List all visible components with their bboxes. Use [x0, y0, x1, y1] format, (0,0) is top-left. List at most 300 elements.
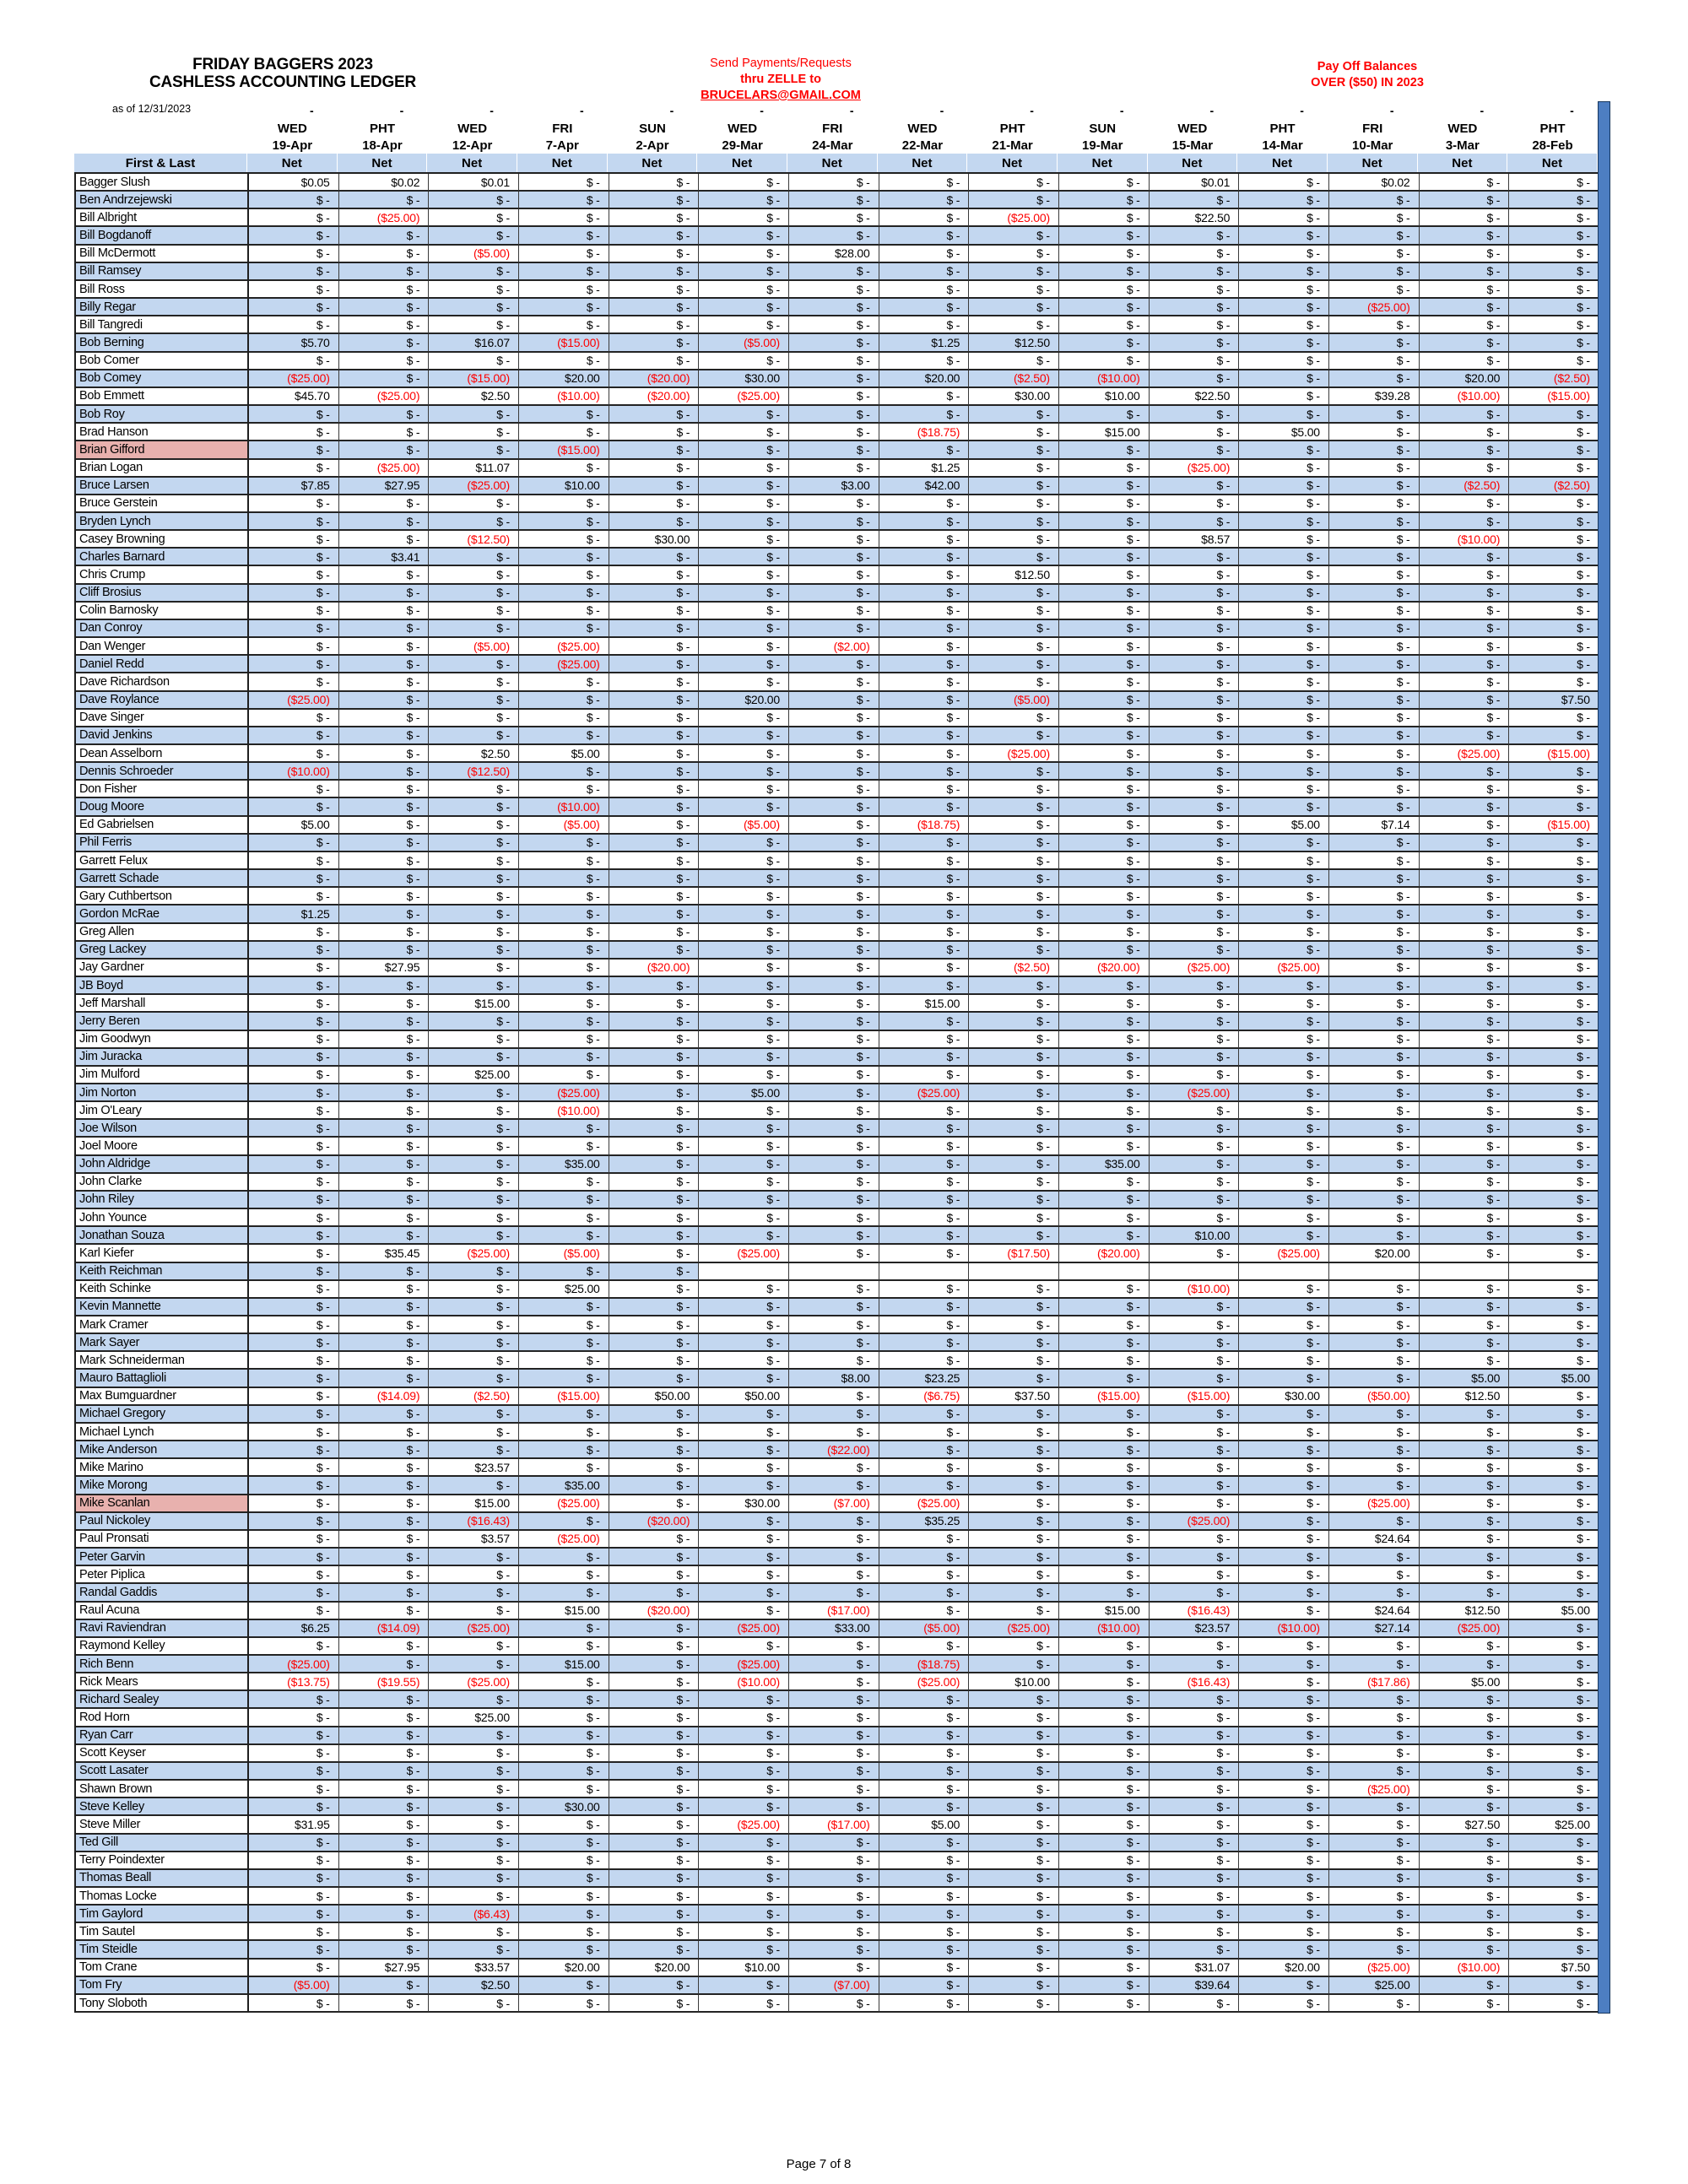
- net-value-cell: $ -: [789, 1316, 879, 1334]
- net-value-cell: $ -: [429, 1727, 519, 1745]
- member-name-cell: Gary Cuthbertson: [76, 888, 249, 905]
- net-value-cell: $ -: [1150, 370, 1240, 388]
- net-value-cell: ($25.00): [1329, 1495, 1420, 1513]
- net-value-cell: $ -: [1150, 1406, 1240, 1424]
- net-value-cell: $ -: [699, 1763, 789, 1781]
- net-value-cell: $ -: [1239, 1156, 1329, 1174]
- net-value-cell: $ -: [969, 1477, 1059, 1495]
- net-value-cell: $ -: [609, 638, 700, 656]
- net-value-cell: $ -: [339, 1049, 430, 1067]
- right-blue-bar: [1598, 101, 1610, 2014]
- net-value-cell: $ -: [699, 1227, 789, 1245]
- net-header: Net: [247, 154, 338, 172]
- net-value-cell: ($25.00): [1150, 460, 1240, 478]
- net-value-cell: $ -: [969, 1227, 1059, 1245]
- column-header-date: 3-Mar: [1445, 138, 1480, 153]
- net-value-cell: $31.95: [249, 1816, 339, 1834]
- net-value-cell: $ -: [1059, 1995, 1150, 2013]
- net-value-cell: $ -: [1420, 620, 1510, 638]
- net-value-cell: $ -: [1150, 1816, 1240, 1834]
- net-value-cell: $ -: [1059, 1638, 1150, 1656]
- net-value-cell: $ -: [969, 495, 1059, 513]
- net-value-cell: $ -: [1329, 1923, 1420, 1941]
- net-value-cell: $ -: [1420, 246, 1510, 263]
- net-value-cell: ($25.00): [429, 1673, 519, 1691]
- table-body: [74, 172, 1601, 2013]
- net-value-cell: $ -: [969, 1156, 1059, 1174]
- net-header: Net: [967, 154, 1058, 172]
- net-value-cell: $ -: [1329, 1638, 1420, 1656]
- net-value-cell: $ -: [969, 1441, 1059, 1459]
- net-value-cell: $ -: [1150, 656, 1240, 673]
- net-value-cell: $ -: [1329, 852, 1420, 870]
- net-header: Net: [1507, 154, 1598, 172]
- net-value-cell: $ -: [1059, 1781, 1150, 1798]
- net-value-cell: $ -: [1239, 1691, 1329, 1709]
- member-name-cell: John Aldridge: [76, 1156, 249, 1174]
- net-value-cell: $ -: [1150, 1352, 1240, 1370]
- net-value-cell: $ -: [699, 1281, 789, 1299]
- net-value-cell: $22.50: [1150, 388, 1240, 406]
- net-value-cell: $ -: [339, 353, 430, 370]
- member-name-cell: Scott Keyser: [76, 1745, 249, 1763]
- member-name-cell: Billy Regar: [76, 299, 249, 316]
- net-value-cell: $ -: [1509, 1156, 1599, 1174]
- net-value-cell: $ -: [789, 1227, 879, 1245]
- net-value-cell: ($17.86): [1329, 1673, 1420, 1691]
- net-value-cell: $ -: [789, 1727, 879, 1745]
- net-value-cell: $ -: [1239, 745, 1329, 763]
- net-value-cell: $ -: [249, 1281, 339, 1299]
- net-value-cell: $ -: [339, 1870, 430, 1888]
- net-value-cell: $ -: [609, 316, 700, 334]
- net-value-cell: $ -: [1420, 460, 1510, 478]
- net-value-cell: $ -: [969, 1977, 1059, 1995]
- net-value-cell: $ -: [1329, 1013, 1420, 1030]
- net-value-cell: $ -: [1239, 1531, 1329, 1549]
- net-value-cell: $ -: [1239, 209, 1329, 227]
- net-value-cell: $ -: [429, 924, 519, 942]
- net-value-cell: $ -: [789, 1120, 879, 1138]
- net-value-cell: $ -: [1329, 263, 1420, 281]
- net-value-cell: $ -: [339, 1584, 430, 1602]
- net-value-cell: $ -: [1420, 710, 1510, 727]
- net-value-cell: ($20.00): [609, 1513, 700, 1531]
- net-value-cell: $ -: [1420, 566, 1510, 584]
- net-value-cell: $ -: [609, 1192, 700, 1209]
- net-value-cell: $ -: [879, 1138, 970, 1155]
- net-value-cell: $25.00: [429, 1709, 519, 1727]
- net-value-cell: $ -: [969, 1031, 1059, 1049]
- net-value-cell: $ -: [1420, 513, 1510, 531]
- net-value-cell: $ -: [1329, 334, 1420, 352]
- net-value-cell: $ -: [609, 1352, 700, 1370]
- net-value-cell: $ -: [249, 1352, 339, 1370]
- net-value-cell: $ -: [339, 1174, 430, 1192]
- net-value-cell: $ -: [609, 1316, 700, 1334]
- net-value-cell: $ -: [249, 1459, 339, 1477]
- net-value-cell: $ -: [1329, 835, 1420, 852]
- net-value-cell: $ -: [1509, 656, 1599, 673]
- net-value-cell: $ -: [1509, 1745, 1599, 1763]
- net-value-cell: $ -: [1420, 1941, 1510, 1959]
- net-value-cell: $ -: [609, 1120, 700, 1138]
- net-value-cell: $ -: [1239, 1031, 1329, 1049]
- net-value-cell: ($12.50): [429, 763, 519, 781]
- net-value-cell: ($16.43): [1150, 1603, 1240, 1620]
- net-value-cell: $ -: [879, 1227, 970, 1245]
- net-value-cell: $ -: [519, 227, 609, 245]
- net-value-cell: $20.00: [1329, 1245, 1420, 1262]
- column-header-day: WED: [1447, 121, 1478, 136]
- net-value-cell: $ -: [969, 1745, 1059, 1763]
- net-value-cell: $ -: [969, 1316, 1059, 1334]
- net-value-cell: $ -: [1420, 1406, 1510, 1424]
- net-value-cell: $ -: [1239, 1781, 1329, 1798]
- net-value-cell: $ -: [519, 1227, 609, 1245]
- net-value-cell: $ -: [609, 246, 700, 263]
- net-value-cell: $ -: [609, 441, 700, 459]
- net-value-cell: $ -: [1059, 798, 1150, 816]
- net-value-cell: $ -: [1329, 1513, 1420, 1531]
- net-value-cell: $20.00: [1239, 1960, 1329, 1977]
- net-value-cell: $ -: [519, 1816, 609, 1834]
- net-value-cell: $ -: [429, 1941, 519, 1959]
- net-value-cell: $ -: [1329, 370, 1420, 388]
- zelle-email-link[interactable]: BRUCELARS@GMAIL.COM: [701, 89, 861, 102]
- net-value-cell: $ -: [1509, 1763, 1599, 1781]
- net-value-cell: $ -: [789, 1156, 879, 1174]
- net-value-cell: $ -: [879, 1691, 970, 1709]
- net-value-cell: $ -: [1420, 870, 1510, 888]
- net-value-cell: $ -: [1329, 603, 1420, 620]
- net-value-cell: $ -: [699, 281, 789, 299]
- net-value-cell: $35.25: [879, 1513, 970, 1531]
- member-name-cell: Tom Fry: [76, 1977, 249, 1995]
- net-value-cell: $ -: [249, 1852, 339, 1870]
- net-value-cell: $ -: [1059, 192, 1150, 209]
- net-value-cell: $ -: [429, 1031, 519, 1049]
- net-value-cell: $ -: [879, 960, 970, 977]
- net-value-cell: $ -: [519, 942, 609, 960]
- member-name-cell: Bob Roy: [76, 406, 249, 424]
- net-value-cell: $ -: [1059, 1102, 1150, 1120]
- net-value-cell: $ -: [1059, 1816, 1150, 1834]
- net-value-cell: $5.00: [1509, 1603, 1599, 1620]
- net-value-cell: $ -: [1509, 1013, 1599, 1030]
- net-value-cell: $ -: [609, 424, 700, 441]
- net-value-cell: $ -: [1150, 1477, 1240, 1495]
- net-value-cell: $ -: [519, 1067, 609, 1084]
- member-name-cell: Mike Morong: [76, 1477, 249, 1495]
- net-value-cell: $ -: [609, 905, 700, 923]
- net-value-cell: $ -: [519, 1459, 609, 1477]
- net-value-cell: $ -: [429, 1084, 519, 1102]
- net-value-cell: $ -: [1509, 781, 1599, 798]
- net-value-cell: $ -: [1420, 1049, 1510, 1067]
- net-value-cell: $ -: [789, 692, 879, 710]
- net-header: Net: [1237, 154, 1328, 172]
- net-value-cell: $ -: [969, 1067, 1059, 1084]
- net-value-cell: $ -: [1509, 1835, 1599, 1852]
- net-value-cell: $ -: [249, 1192, 339, 1209]
- day-header-row: [74, 120, 1601, 137]
- net-value-cell: $ -: [1509, 852, 1599, 870]
- net-value-cell: $12.50: [969, 334, 1059, 352]
- net-value-cell: $ -: [429, 1424, 519, 1441]
- net-value-cell: $ -: [1059, 316, 1150, 334]
- member-name-cell: Scott Lasater: [76, 1763, 249, 1781]
- net-value-cell: $ -: [249, 1477, 339, 1495]
- net-value-cell: $ -: [249, 870, 339, 888]
- net-value-cell: $ -: [1420, 1870, 1510, 1888]
- net-value-cell: $ -: [1150, 977, 1240, 995]
- net-value-cell: $ -: [1509, 1798, 1599, 1816]
- net-value-cell: $ -: [1239, 1941, 1329, 1959]
- net-value-cell: $ -: [339, 566, 430, 584]
- net-value-cell: $ -: [609, 1263, 700, 1281]
- net-value-cell: $ -: [1150, 246, 1240, 263]
- net-value-cell: $ -: [1150, 424, 1240, 441]
- net-value-cell: $ -: [1239, 1316, 1329, 1334]
- net-value-cell: $ -: [1509, 495, 1599, 513]
- net-value-cell: $ -: [1509, 1531, 1599, 1549]
- member-name-cell: Gordon McRae: [76, 905, 249, 923]
- net-value-cell: $ -: [699, 566, 789, 584]
- net-value-cell: $ -: [699, 638, 789, 656]
- net-value-cell: $ -: [1150, 888, 1240, 905]
- net-value-cell: $ -: [1329, 905, 1420, 923]
- net-value-cell: $ -: [1420, 798, 1510, 816]
- net-value-cell: $ -: [1239, 531, 1329, 549]
- net-value-cell: $ -: [699, 781, 789, 798]
- net-value-cell: $ -: [429, 353, 519, 370]
- net-value-cell: $ -: [699, 620, 789, 638]
- member-name-cell: Karl Kiefer: [76, 1245, 249, 1262]
- net-value-cell: $ -: [789, 299, 879, 316]
- net-value-cell: $ -: [1150, 1120, 1240, 1138]
- column-dash: -: [1480, 104, 1485, 117]
- net-value-cell: $ -: [879, 227, 970, 245]
- net-value-cell: ($25.00): [1329, 1781, 1420, 1798]
- net-value-cell: $ -: [1329, 727, 1420, 745]
- net-value-cell: $ -: [1509, 1673, 1599, 1691]
- net-value-cell: $ -: [789, 1388, 879, 1406]
- member-name-cell: Keith Schinke: [76, 1281, 249, 1299]
- net-value-cell: $ -: [699, 1995, 789, 2013]
- net-value-cell: $ -: [789, 960, 879, 977]
- net-value-cell: $ -: [699, 1120, 789, 1138]
- net-value-cell: $ -: [879, 620, 970, 638]
- net-value-cell: $ -: [429, 1656, 519, 1673]
- net-value-cell: $ -: [339, 1370, 430, 1387]
- net-value-cell: $ -: [429, 209, 519, 227]
- net-value-cell: $ -: [339, 692, 430, 710]
- net-value-cell: ($16.43): [1150, 1673, 1240, 1691]
- net-value-cell: $ -: [339, 1923, 430, 1941]
- member-name-cell: Michael Gregory: [76, 1406, 249, 1424]
- net-value-cell: $ -: [1420, 960, 1510, 977]
- net-value-cell: $ -: [429, 1603, 519, 1620]
- net-value-cell: $ -: [1239, 1727, 1329, 1745]
- net-value-cell: $ -: [1329, 942, 1420, 960]
- column-header-day: WED: [457, 121, 488, 136]
- net-value-cell: $ -: [1059, 1459, 1150, 1477]
- net-value-cell: $ -: [699, 1174, 789, 1192]
- net-value-cell: $ -: [1150, 1370, 1240, 1387]
- net-value-cell: $ -: [969, 1084, 1059, 1102]
- net-value-cell: ($20.00): [609, 1603, 700, 1620]
- net-value-cell: $ -: [1329, 798, 1420, 816]
- net-value-cell: $ -: [1059, 1424, 1150, 1441]
- net-value-cell: $ -: [1509, 727, 1599, 745]
- net-value-cell: $5.00: [1420, 1370, 1510, 1387]
- net-value-cell: $ -: [249, 1441, 339, 1459]
- net-value-cell: $33.57: [429, 1960, 519, 1977]
- net-value-cell: $ -: [609, 1084, 700, 1102]
- net-value-cell: $ -: [609, 763, 700, 781]
- net-value-cell: $ -: [789, 424, 879, 441]
- net-value-cell: $ -: [789, 1049, 879, 1067]
- net-value-cell: $ -: [519, 460, 609, 478]
- net-value-cell: $ -: [609, 692, 700, 710]
- net-value-cell: $ -: [249, 977, 339, 995]
- net-value-cell: $ -: [699, 995, 789, 1013]
- net-value-cell: $ -: [1329, 1459, 1420, 1477]
- payoff-note: [1258, 59, 1477, 91]
- net-value-cell: $ -: [519, 1031, 609, 1049]
- net-value-cell: $ -: [969, 281, 1059, 299]
- net-value-cell: $ -: [1509, 977, 1599, 995]
- net-value-cell: $ -: [1329, 1835, 1420, 1852]
- net-value-cell: $ -: [609, 1638, 700, 1656]
- net-value-cell: $ -: [1150, 478, 1240, 495]
- net-value-cell: $ -: [519, 1709, 609, 1727]
- net-value-cell: $ -: [1420, 174, 1510, 192]
- net-value-cell: $ -: [1059, 585, 1150, 603]
- net-value-cell: $ -: [879, 1906, 970, 1923]
- net-value-cell: ($15.00): [519, 334, 609, 352]
- net-value-cell: $ -: [339, 1727, 430, 1745]
- net-value-cell: $ -: [609, 1745, 700, 1763]
- net-value-cell: $ -: [519, 263, 609, 281]
- net-value-cell: $ -: [879, 942, 970, 960]
- net-value-cell: $ -: [699, 1977, 789, 1995]
- net-value-cell: $ -: [789, 1638, 879, 1656]
- member-name-cell: Greg Allen: [76, 924, 249, 942]
- net-value-cell: $ -: [1329, 1334, 1420, 1352]
- net-value-cell: $ -: [1509, 1638, 1599, 1656]
- net-value-cell: $ -: [249, 1013, 339, 1030]
- net-value-cell: $ -: [1420, 1067, 1510, 1084]
- net-value-cell: $ -: [1239, 1424, 1329, 1441]
- net-value-cell: $ -: [789, 603, 879, 620]
- net-value-cell: $23.25: [879, 1370, 970, 1387]
- net-value-cell: $ -: [969, 174, 1059, 192]
- net-value-cell: $30.00: [699, 1495, 789, 1513]
- net-value-cell: $ -: [1239, 1495, 1329, 1513]
- net-value-cell: $ -: [609, 1441, 700, 1459]
- net-value-cell: $ -: [1420, 1174, 1510, 1192]
- net-value-cell: $ -: [1329, 1549, 1420, 1566]
- net-value-cell: $ -: [609, 1245, 700, 1262]
- net-value-cell: $ -: [429, 1156, 519, 1174]
- net-value-cell: $ -: [969, 1209, 1059, 1227]
- net-value-cell: $ -: [519, 1727, 609, 1745]
- net-value-cell: $ -: [1059, 1798, 1150, 1816]
- net-value-cell: $ -: [1420, 1852, 1510, 1870]
- net-value-cell: $ -: [1239, 1566, 1329, 1584]
- net-value-cell: $ -: [1329, 1816, 1420, 1834]
- net-value-cell: $8.00: [789, 1370, 879, 1387]
- net-value-cell: $ -: [699, 1370, 789, 1387]
- net-value-cell: $ -: [249, 299, 339, 316]
- corner-spacer: [74, 120, 247, 137]
- net-value-cell: $ -: [1239, 1923, 1329, 1941]
- net-value-cell: $ -: [969, 942, 1059, 960]
- net-value-cell: $ -: [339, 673, 430, 691]
- column-header-day: SUN: [1089, 121, 1117, 136]
- net-value-cell: $ -: [789, 1691, 879, 1709]
- net-value-cell: $ -: [609, 192, 700, 209]
- net-value-cell: $ -: [519, 1620, 609, 1638]
- net-value-cell: $ -: [249, 745, 339, 763]
- net-value-cell: $1.25: [879, 460, 970, 478]
- net-header: Net: [517, 154, 608, 172]
- net-value-cell: $ -: [519, 620, 609, 638]
- net-value-cell: $ -: [1509, 1209, 1599, 1227]
- net-value-cell: $ -: [1420, 1316, 1510, 1334]
- net-value-cell: $ -: [969, 585, 1059, 603]
- net-value-cell: $ -: [1329, 1316, 1420, 1334]
- net-value-cell: $ -: [519, 781, 609, 798]
- net-value-cell: $ -: [699, 299, 789, 316]
- net-value-cell: $ -: [1059, 353, 1150, 370]
- net-value-cell: ($5.00): [969, 692, 1059, 710]
- net-value-cell: $ -: [1420, 1691, 1510, 1709]
- net-value-cell: $ -: [339, 192, 430, 209]
- net-value-cell: $ -: [789, 1299, 879, 1316]
- member-name-cell: David Jenkins: [76, 727, 249, 745]
- net-value-cell: $ -: [1420, 1120, 1510, 1138]
- net-value-cell: $ -: [249, 1263, 339, 1281]
- net-value-cell: $ -: [879, 1852, 970, 1870]
- net-value-cell: $ -: [699, 209, 789, 227]
- net-value-cell: $ -: [1059, 513, 1150, 531]
- net-value-cell: $ -: [1239, 370, 1329, 388]
- net-value-cell: $ -: [1239, 246, 1329, 263]
- column-dash: -: [1030, 104, 1034, 117]
- member-name-cell: Jonathan Souza: [76, 1227, 249, 1245]
- as-of-date: as of 12/31/2023: [112, 103, 192, 115]
- net-value-cell: $ -: [1509, 353, 1599, 370]
- net-value-cell: $ -: [1420, 1656, 1510, 1673]
- net-value-cell: $ -: [879, 977, 970, 995]
- net-value-cell: $ -: [879, 1798, 970, 1816]
- net-value-cell: $ -: [1420, 495, 1510, 513]
- net-value-cell: ($50.00): [1329, 1388, 1420, 1406]
- net-value-cell: ($2.50): [429, 1388, 519, 1406]
- member-name-cell: Bob Comer: [76, 353, 249, 370]
- net-value-cell: $ -: [1239, 1906, 1329, 1923]
- net-value-cell: $ -: [1509, 1031, 1599, 1049]
- net-value-cell: $ -: [609, 977, 700, 995]
- net-value-cell: $ -: [789, 174, 879, 192]
- net-value-cell: $ -: [879, 1156, 970, 1174]
- net-value-cell: $ -: [1509, 1334, 1599, 1352]
- net-value-cell: $ -: [969, 1370, 1059, 1387]
- net-value-cell: ($5.00): [699, 334, 789, 352]
